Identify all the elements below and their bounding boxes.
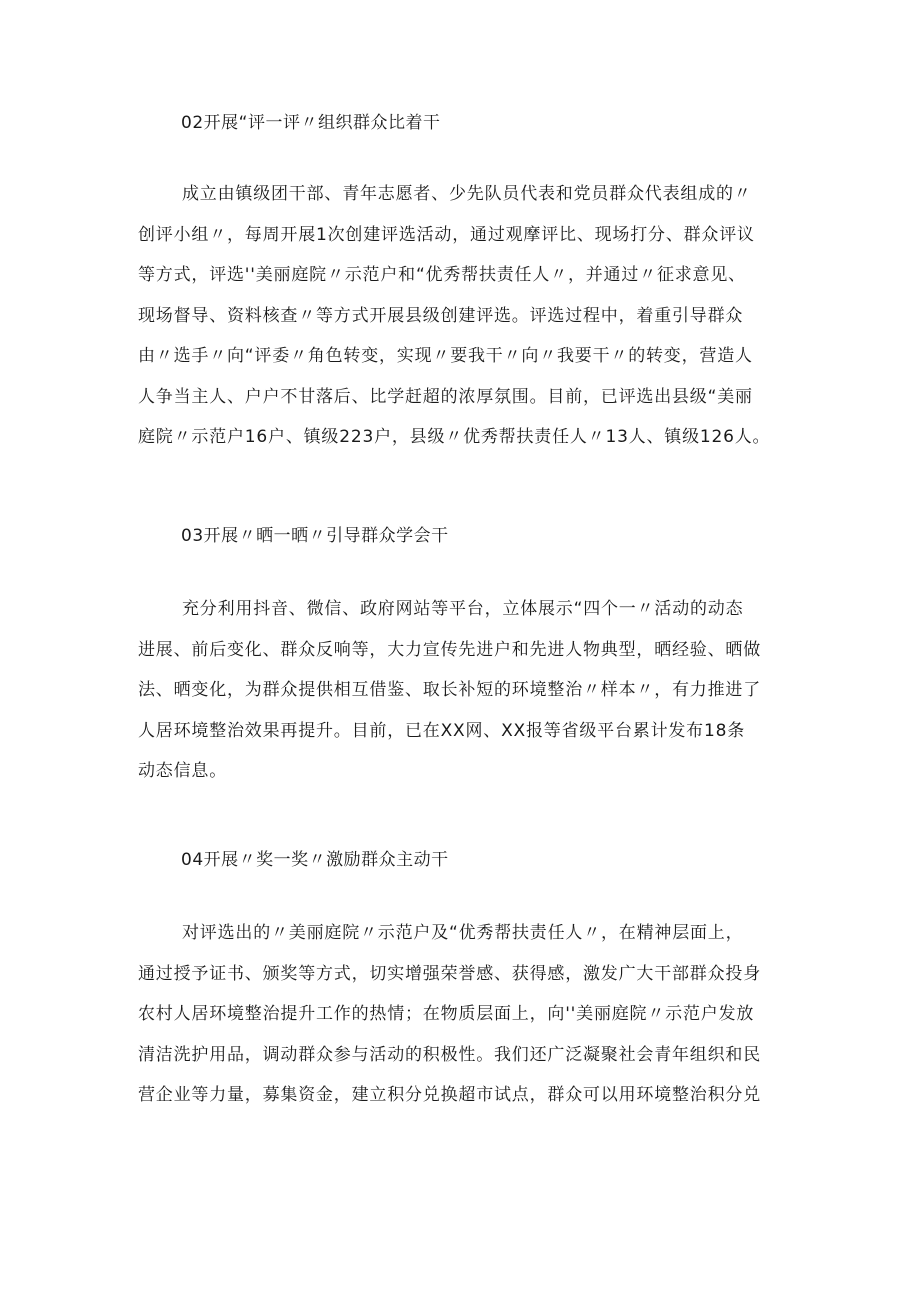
paragraph-line: 法、晒变化，为群众提供相互借鉴、取长补短的环境整治〃样本〃，有力推进了 [138,680,761,700]
paragraph-line: 成立由镇级团干部、青年志愿者、少先队员代表和党员群众代表组成的〃 [182,184,752,204]
paragraph-line: 现场督导、资料核查〃等方式开展县级创建评选。评选过程中，着重引导群众 [138,305,744,326]
section-02-paragraph [138,174,788,458]
paragraph-line: 创评小组〃，每周开展1次创建评选活动，通过观摩评比、现场打分、群众评议 [138,224,755,245]
section-04-paragraph [138,913,788,1116]
section-04-heading: 04开展〃奖一奖〃激励群众主动干 [181,850,449,870]
paragraph-line: 人争当主人、户户不甘落后、比学赶超的浓厚氛围。目前，已评选出县级“美丽 [138,386,753,407]
paragraph-line: 人居环境整治效果再提升。目前，已在XX网、XX报等省级平台累计发布18条 [138,720,746,741]
paragraph-line: 农村人居环境整治提升工作的热情；在物质层面上，向''美丽庭院〃示范户发放 [138,1004,755,1024]
paragraph-line: 动态信息。 [138,761,227,781]
paragraph-line: 营企业等力量，募集资金，建立积分兑换超市试点，群众可以用环境整治积分兑 [138,1085,761,1105]
paragraph-line: 进展、前后变化、群众反响等，大力宣传先进户和先进人物典型，晒经验、晒做 [138,639,761,660]
paragraph-line: 对评选出的〃美丽庭院〃示范户及“优秀帮扶责任人〃，在精神层面上， [182,923,744,943]
section-02-heading: 02开展“评一评〃组织群众比着干 [181,113,441,133]
paragraph-line: 等方式，评选''美丽庭院〃示范户和“优秀帮扶责任人〃，并通过〃征求意见、 [138,265,746,285]
paragraph-line: 庭院〃示范户16户、镇级223户，县级〃优秀帮扶责任人〃13人、镇级126人。 [138,427,771,447]
paragraph-line: 充分利用抖音、微信、政府网站等平台，立体展示“四个一〃活动的动态 [182,599,744,619]
paragraph-line: 通过授予证书、颁奖等方式，切实增强荣誉感、获得感，激发广大干部群众投身 [138,963,761,984]
section-03-paragraph [138,589,788,792]
paragraph-line: 由〃选手〃向“评委〃角色转变，实现〃要我干〃向〃我要干〃的转变，营造人 [138,346,753,366]
section-03-heading: 03开展〃晒一晒〃引导群众学会干 [181,526,449,546]
paragraph-line: 清洁洗护用品，调动群众参与活动的积极性。我们还广泛凝聚社会青年组织和民 [138,1044,761,1065]
